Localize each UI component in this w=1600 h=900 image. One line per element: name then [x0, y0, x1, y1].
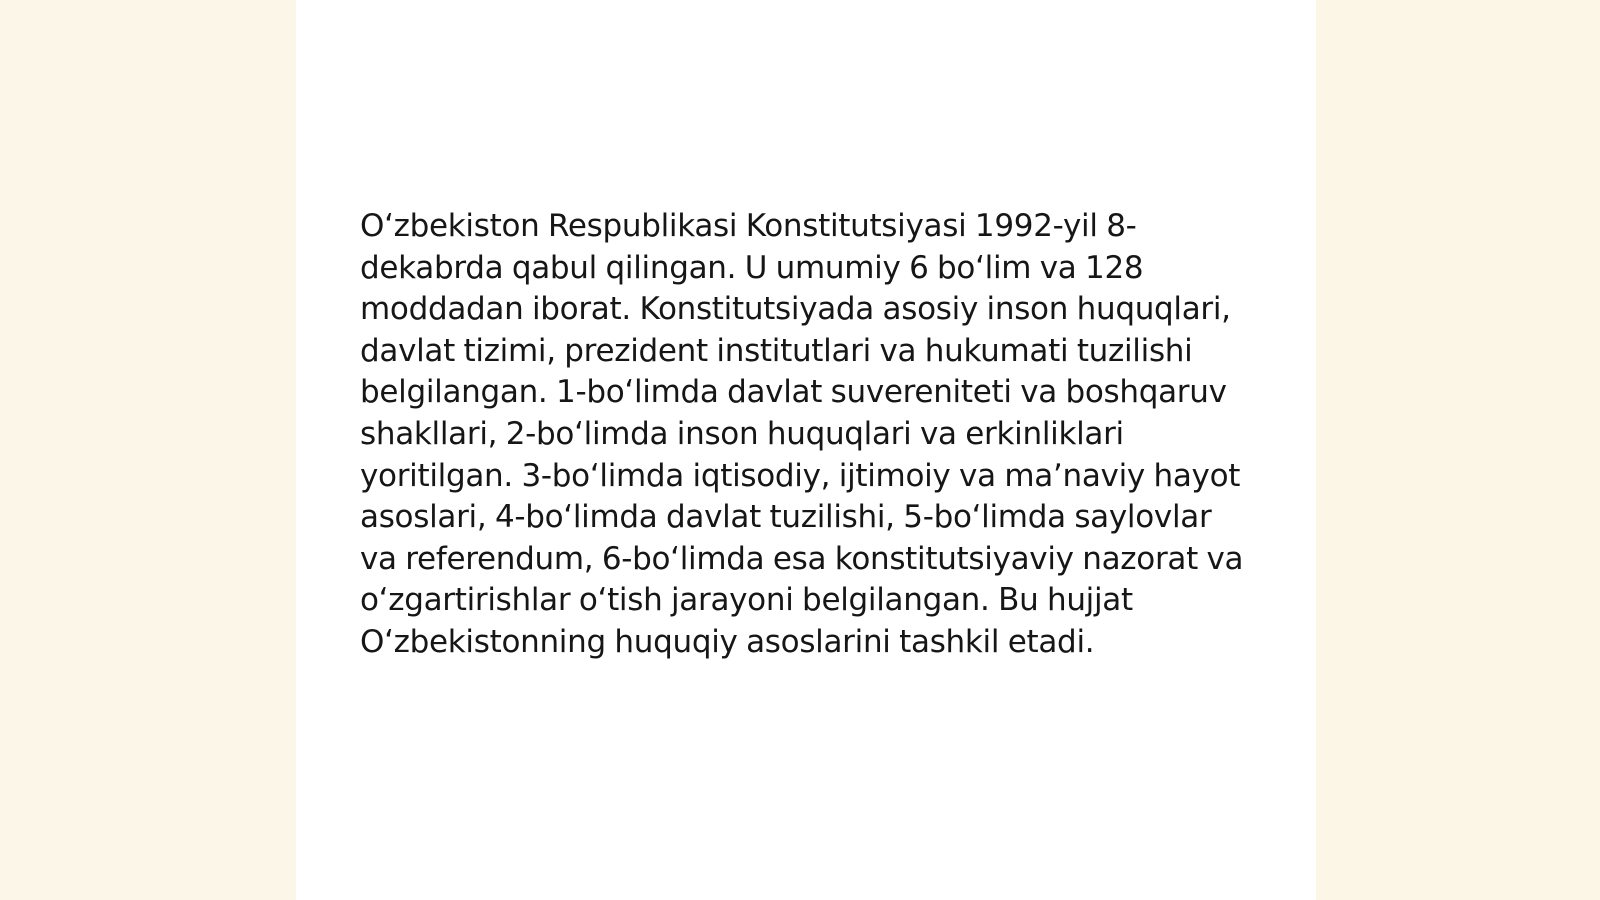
- body-paragraph: O‘zbekiston Respublikasi Konstitutsiyasi 1992-yil 8-dekabrda qabul qilingan. U umumiy 6 bo‘lim va 128 moddadan iborat. Konstitutsiyada asosiy inson huquqlari, davlat tizimi, prezident institutlari va hukumati tuzilishi belgilangan. 1-bo‘limda davlat suvereniteti va boshqaruv shakllari, 2-bo‘limda inson huquqlari va erkinliklari yoritilgan. 3-bo‘limda iqtisodiy, ijtimoiy va ma’naviy hayot asoslari, 4-bo‘limda davlat tuzilishi, 5-bo‘limda saylovlar va referendum, 6-bo‘limda esa konstitutsiyaviy nazorat va o‘zgartirishlar o‘tish jarayoni belgilangan. Bu hujjat O‘zbekistonning huquqiy asoslarini tashkil etadi.: [360, 208, 1244, 660]
- document-page: [296, 0, 1316, 900]
- left-margin-panel: [0, 0, 296, 900]
- right-margin-panel: [1316, 0, 1600, 900]
